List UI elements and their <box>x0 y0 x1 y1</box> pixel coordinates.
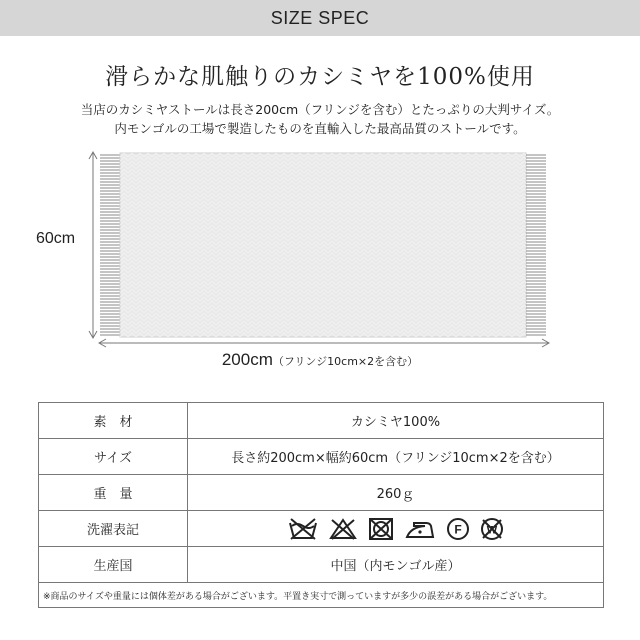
no-bleach-icon <box>328 517 358 541</box>
description-line-1: 当店のカシミヤストールは長さ200cm（フリンジを含む）とたっぷりの大判サイズ。 <box>80 102 560 117</box>
section-title: SIZE SPEC <box>270 7 370 28</box>
spec-note: ※商品のサイズや重量には個体差がある場合がございます。平置き実寸で測っていますが多少の誤差がある場合がございます。 <box>39 583 604 608</box>
spec-value-origin: 中国（内モンゴル産） <box>188 547 604 583</box>
width-dimension <box>0 350 640 370</box>
spec-label-material: 素 材 <box>39 403 188 439</box>
table-row <box>39 439 604 475</box>
fringe-right <box>526 155 546 335</box>
spec-value-care <box>188 511 604 547</box>
width-label: 200cm <box>221 350 273 369</box>
width-arrow <box>99 339 549 347</box>
spec-label-size: サイズ <box>39 439 188 475</box>
spec-label-care: 洗濯表記 <box>39 511 188 547</box>
spec-value-weight: 260ｇ <box>188 475 604 511</box>
no-wash-icon <box>288 517 318 541</box>
height-arrow <box>89 152 97 338</box>
svg-text:W: W <box>486 524 497 536</box>
section-header <box>0 0 640 36</box>
no-tumble-dry-icon <box>368 517 394 541</box>
table-row <box>39 475 604 511</box>
headline: 滑らかな肌触りのカシミヤを100%使用 <box>105 64 535 90</box>
svg-text:F: F <box>453 522 462 536</box>
iron-low-icon <box>404 517 436 541</box>
table-row <box>39 511 604 547</box>
stole-diagram <box>0 145 640 385</box>
table-row <box>39 583 604 608</box>
table-row <box>39 547 604 583</box>
spec-value-material: カシミヤ100% <box>188 403 604 439</box>
spec-table <box>38 402 604 608</box>
fringe-left <box>100 155 120 335</box>
description-line-2: 内モンゴルの工場で製造したものを直輸入した最高品質のストールです。 <box>114 121 526 136</box>
height-label: 60cm <box>36 230 76 247</box>
no-wet-clean-icon <box>480 517 504 541</box>
spec-label-origin: 生産国 <box>39 547 188 583</box>
table-row <box>39 403 604 439</box>
dry-clean-f-icon <box>446 517 470 541</box>
width-note: （フリンジ10cm×2を含む） <box>272 355 419 368</box>
spec-value-size: 長さ約200cm×幅約60cm（フリンジ10cm×2を含む） <box>188 439 604 475</box>
spec-label-weight: 重 量 <box>39 475 188 511</box>
